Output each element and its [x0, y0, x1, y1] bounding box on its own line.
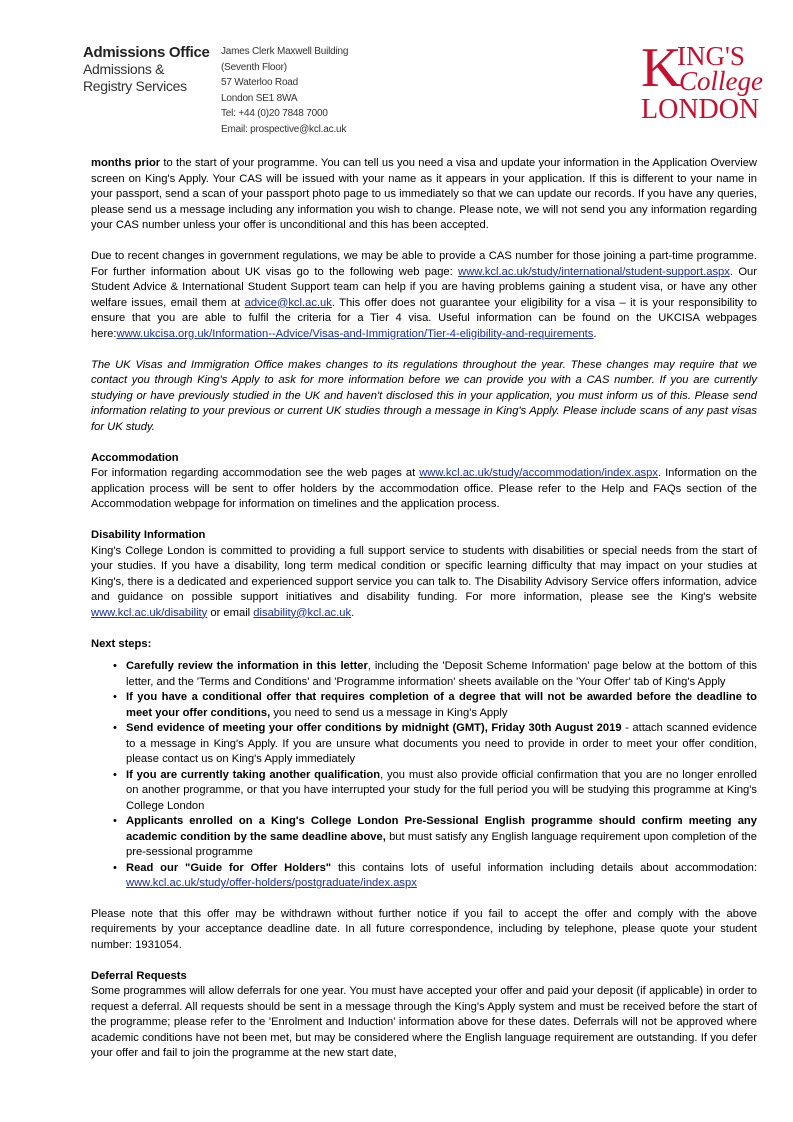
disability-email-link[interactable]: disability@kcl.ac.uk: [253, 606, 352, 619]
next-steps-list: [91, 659, 757, 892]
advice-email-link[interactable]: advice@kcl.ac.uk: [244, 296, 332, 309]
department-subtitle-1: Admissions &: [83, 61, 165, 77]
item-text: but must satisfy any English language requirement upon completion of the pre-sessional programme: [126, 830, 757, 858]
deferral-paragraph: Some programmes will allow deferrals for one year. You must have accepted your offer and paid your deposit (if applicable) in order to request a deferral. All requests should be sent in a message through the King's Apply system and must be received before the start of the programme; please refer to the 'Enrolment and Induction' information above for these dates. Deferrals will not be approved where academic conditions have not been met, but may be considered where the English language requirement are outstanding. If you defer your offer and fail to join the programme at the new start date,: [91, 985, 757, 1059]
text-span: . Our Student Advice & International Student Support team can help if you are having problems gaining a student visa, or have any other welfare issues, email them at: [91, 265, 757, 309]
government-regulations-paragraph: [91, 249, 757, 342]
accommodation-section: [91, 451, 757, 513]
offer-holders-guide-link[interactable]: www.kcl.ac.uk/study/offer-holders/postgraduate/index.aspx: [126, 877, 417, 889]
department-title: Admissions Office: [83, 44, 210, 61]
next-steps-heading: Next steps:: [91, 637, 152, 650]
text-span: or email: [207, 606, 254, 619]
item-bold: If you are currently taking another qualification: [126, 768, 381, 781]
address-line: Tel: +44 (0)20 7848 7000: [221, 108, 328, 120]
list-item: [126, 861, 757, 892]
item-text: this contains lots of useful information including details about accommodation:: [331, 861, 757, 874]
text-span: . This offer does not guarantee your eligibility for a visa – it is your responsibility to ensure that you are able to fulfil the criteria for a Tier 4 visa. Useful information can be found on the UKCISA webpages here:: [91, 296, 757, 340]
cas-paragraph: [91, 156, 757, 234]
cas-text: to the start of your programme. You can tell us you need a visa and update your information in the Application Overview screen on King's Apply. Your CAS will be issued with your name as it appears in your application. If this is different to your name in your passport, send a scan of your passport photo page to us immediately so that we can update our records. If you have any queries, please send us a message including any information you wish to change. Please note, we will not send you any information regarding your CAS number unless your offer is unconditional and this has been accepted.: [91, 157, 757, 231]
disability-paragraph: [91, 544, 757, 622]
list-item: [126, 659, 757, 690]
text-span: .: [593, 327, 597, 340]
list-item: [126, 721, 757, 768]
accommodation-paragraph: [91, 466, 757, 513]
next-steps-section: [91, 637, 757, 892]
list-item: [126, 814, 757, 861]
cas-lead-bold: months prior: [91, 157, 161, 169]
list-item: [126, 768, 757, 815]
disability-section: [91, 528, 757, 621]
text-span: . Information on the application process will be sent to offer holders by the accommodation office. Please refer to the Help and FAQs section of the Accommodation webpage for information on timelines and the application process.: [91, 467, 757, 510]
address-line: James Clerk Maxwell Building: [221, 46, 349, 57]
address-line: (Seventh Floor): [221, 61, 287, 73]
item-bold: Read our "Guide for Offer Holders": [126, 861, 332, 874]
accommodation-heading: Accommodation: [91, 451, 179, 464]
item-bold: Applicants enrolled on a King's College London Pre-Sessional English programme should confirm meeting any academic condition by the same deadline above,: [126, 815, 757, 843]
address-block: [221, 44, 348, 138]
text-span: Due to recent changes in government regulations, we may be able to provide a CAS number for those joining a part-time programme. For further information about UK visas go to the following web page:: [91, 250, 757, 278]
item-bold: Carefully review the information in this letter: [126, 660, 368, 672]
list-item: [126, 690, 757, 721]
svg-text:College: College: [679, 66, 763, 96]
item-text: , you must also provide official confirmation that you are no longer enrolled on another programme, or that you have interrupted your study for the full period you will be studying this programme at King's College London: [126, 768, 757, 812]
kings-college-london-logo: [639, 38, 769, 122]
department-subtitle-2: Registry Services: [83, 78, 187, 94]
ukcisa-link[interactable]: www.ukcisa.org.uk/Information--Advice/Visas-and-Immigration/Tier-4-eligibility-and-requirements: [116, 327, 594, 340]
address-line: 57 Waterloo Road: [221, 77, 299, 89]
item-bold: If you have a conditional offer that requires completion of a degree that will not be awarded before the deadline to meet your offer conditions,: [126, 691, 757, 719]
text-span: For information regarding accommodation see the web pages at: [91, 467, 420, 479]
address-line: London SE1 8WA: [221, 92, 298, 104]
disability-heading: Disability Information: [91, 529, 206, 541]
svg-text:K: K: [641, 38, 682, 99]
student-support-link[interactable]: www.kcl.ac.uk/study/international/student-support.aspx: [458, 265, 730, 278]
uk-visas-italic-paragraph: The UK Visas and Immigration Office makes changes to its regulations throughout the year. These changes may require that we contact you through King's Apply to ask for more information before we can provide you with a CAS number. If you are currently studying or have previously studied in the UK and haven't disclosed this in your application, you must inform us of this. Please send information relating to your previous or current UK studies through a message in King's Apply. Please include scans of any past visas for UK study.: [91, 358, 757, 433]
address-line: Email: prospective@kcl.ac.uk: [221, 123, 347, 135]
item-text: you need to send us a message in King's Apply: [270, 706, 508, 719]
letter-body: [91, 156, 757, 1077]
disability-website-link[interactable]: www.kcl.ac.uk/disability: [91, 606, 208, 619]
withdrawal-paragraph: Please note that this offer may be withdrawn without further notice if you fail to accept the offer and comply with the above requirements by your acceptance deadline date. In all future correspondence, including by telephone, please quote your student number: 1931054.: [91, 907, 757, 951]
deferral-section: [91, 969, 757, 1062]
svg-text:ING'S: ING'S: [677, 41, 745, 71]
item-text: - attach scanned evidence to a message in King's Apply. If you are unsure what documents you need to provide in order to meet your offer condition, please contact us on King's Apply immediately: [126, 722, 757, 765]
text-span: .: [351, 606, 355, 619]
department-block: [83, 44, 210, 95]
svg-text:LONDON: LONDON: [641, 94, 760, 122]
text-span: King's College London is committed to providing a full support service to students with disabilities or special needs from the start of your studies. If you have a disability, long term medical condition or specific learning difficulty that may impact on your studies at King's, there is a dedicated and experienced support service you can talk to. The Disability Advisory Service offers information, advice and guidance on possible support initiatives and disability funding. For more information, please see the King's website: [91, 544, 757, 603]
deferral-heading: Deferral Requests: [91, 969, 187, 982]
accommodation-link[interactable]: www.kcl.ac.uk/study/accommodation/index.aspx: [419, 467, 658, 479]
item-bold: Send evidence of meeting your offer conditions by midnight (GMT), Friday 30th August 2019: [126, 722, 622, 734]
item-text: , including the 'Deposit Scheme Information' page below at the bottom of this letter, and the 'Terms and Conditions' and 'Programme information' sheets available on the 'Your Offer' tab of King's Apply: [126, 660, 757, 688]
